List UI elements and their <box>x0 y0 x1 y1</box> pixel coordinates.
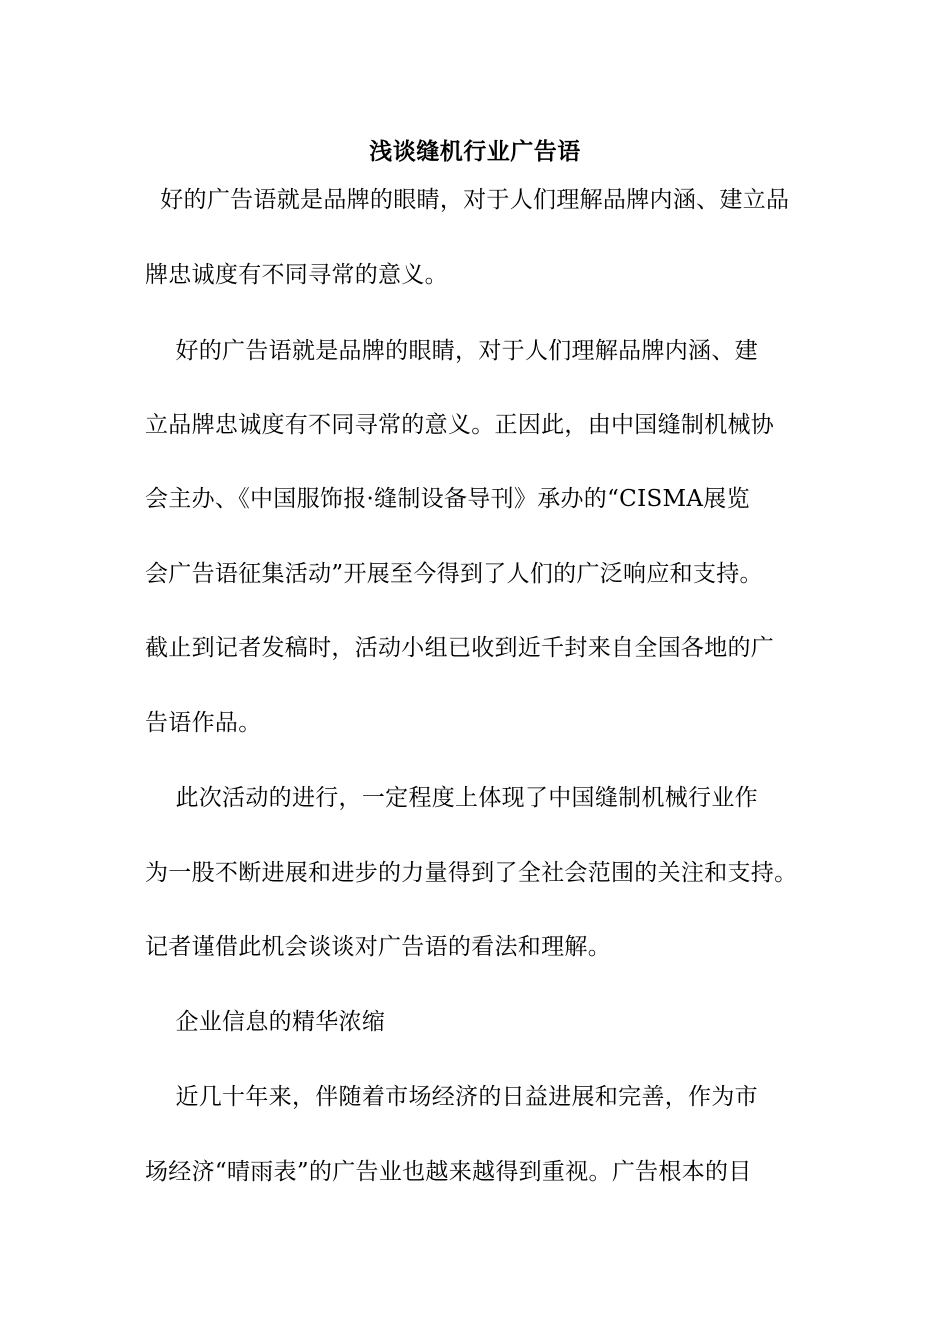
section-heading: 企业信息的精华浓缩 <box>145 1009 386 1035</box>
paragraph-line: 近几十年来，伴随着市场经济的日益进展和完善，作为市 <box>145 1084 758 1110</box>
paragraph-line: 截止到记者发稿时，活动小组已收到近千封来自全国各地的广 <box>145 635 775 661</box>
paragraph-line: 此次活动的进行，一定程度上体现了中国缝制机械行业作 <box>145 785 758 811</box>
paragraph-line: 场经济“晴雨表”的广告业也越来越得到重视。广告根本的目 <box>145 1159 752 1185</box>
paragraph-line: 会主办、《中国服饰报·缝制设备导刊》承办的“CISMA展览 <box>145 486 750 512</box>
paragraph-line: 好的广告语就是品牌的眼睛，对于人们理解品牌内涵、建 <box>145 338 758 364</box>
paragraph-line: 立品牌忠诚度有不同寻常的意义。正因此，由中国缝制机械协 <box>145 412 775 438</box>
paragraph-line: 为一股不断进展和进步的力量得到了全社会范围的关注和支持。 <box>145 860 798 886</box>
paragraph-line: 牌忠诚度有不同寻常的意义。 <box>145 262 448 288</box>
document-title: 浅谈缝机行业广告语 <box>369 138 581 165</box>
paragraph-line: 记者谨借此机会谈谈对广告语的看法和理解。 <box>145 934 611 960</box>
paragraph-line: 会广告语征集活动”开展至今得到了人们的广泛响应和支持。 <box>145 561 763 587</box>
paragraph-line: 告语作品。 <box>145 710 262 736</box>
paragraph-line: 好的广告语就是品牌的眼睛，对于人们理解品牌内涵、建立品 <box>145 187 790 213</box>
